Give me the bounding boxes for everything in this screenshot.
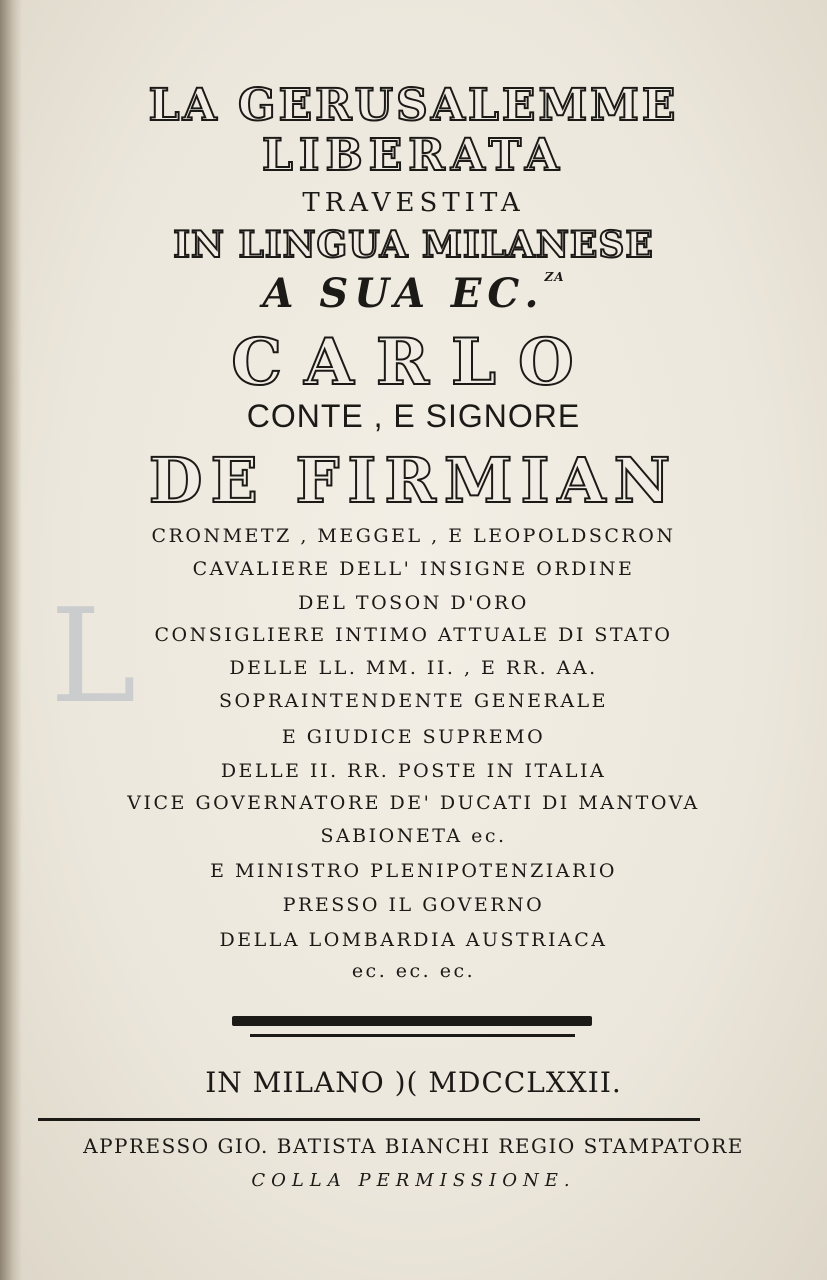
honorific-line-9: VICE GOVERNATORE DE' DUCATI DI MANTOVA [127, 792, 700, 814]
ornamental-rule-thin [250, 1034, 575, 1037]
honorific-line-10: SABIONETA ec. [320, 825, 507, 847]
title-line-4: IN LINGUA MILANESE [173, 224, 654, 266]
honorific-line-5: DELLE LL. MM. II. , E RR. AA. [229, 657, 598, 679]
dedication-line [0, 270, 827, 317]
title-line-2: LIBERATA [261, 130, 566, 181]
honorific-line-2: CAVALIERE DELL' INSIGNE ORDINE [192, 558, 635, 580]
honorific-line-3: DEL TOSON D'ORO [298, 592, 529, 614]
imprint-line: IN MILANO )( MDCCLXXII. [205, 1066, 622, 1099]
honorific-line-13: DELLA LOMBARDIA AUSTRIACA [219, 929, 608, 951]
dedicatee-first-name: CARLO [231, 325, 596, 400]
title-line-3: TRAVESTITA [302, 188, 525, 218]
dedication-text: A SUA EC. [262, 270, 545, 317]
dedicatee-surname: DE FIRMIAN [148, 444, 679, 517]
permission-line: COLLA PERMISSIONE. [251, 1170, 576, 1191]
publisher-line: APPRESSO GIO. BATISTA BIANCHI REGIO STAMPATORE [83, 1134, 744, 1158]
divider-rule [38, 1118, 700, 1121]
honorific-line-12: PRESSO IL GOVERNO [282, 894, 545, 916]
dedication-superscript: ZA [544, 270, 565, 284]
title-line-1: LA GERUSALEMME [148, 80, 679, 131]
honorific-line-1: CRONMETZ , MEGGEL , E LEOPOLDSCRON [151, 525, 676, 547]
honorific-line-8: DELLE II. RR. POSTE IN ITALIA [220, 760, 607, 782]
dedicatee-title: CONTE , E SIGNORE [246, 398, 581, 434]
honorific-line-6: SOPRAINTENDENTE GENERALE [218, 690, 609, 712]
honorific-line-11: E MINISTRO PLENIPOTENZIARIO [210, 860, 617, 882]
honorific-line-14: ec. ec. ec. [351, 960, 476, 982]
bleed-through-initial: L [50, 580, 137, 732]
honorific-line-4: CONSIGLIERE INTIMO ATTUALE DI STATO [154, 624, 673, 646]
ornamental-rule [232, 1016, 592, 1026]
honorific-line-7: E GIUDICE SUPREMO [281, 726, 546, 748]
